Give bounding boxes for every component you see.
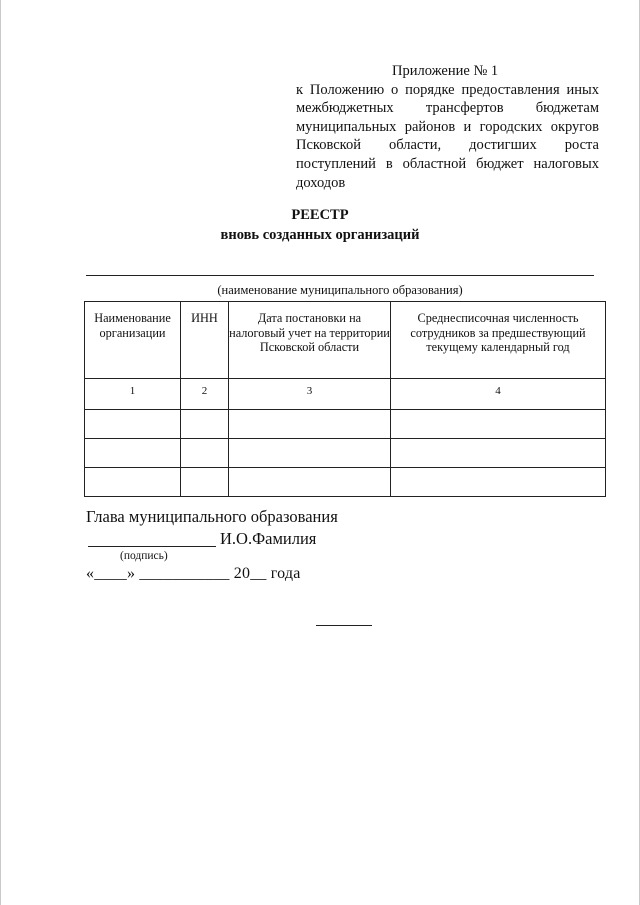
table-row	[85, 410, 606, 439]
signature-name: И.О.Фамилия	[220, 529, 317, 548]
table-column-numbers-row	[85, 379, 606, 410]
signature-position: Глава муниципального образования	[86, 507, 338, 526]
column-number: 4	[391, 379, 606, 410]
table-cell	[229, 410, 391, 439]
table-cell	[181, 439, 229, 468]
table-row	[85, 468, 606, 497]
scan-edge-left	[0, 0, 1, 905]
table-row	[85, 439, 606, 468]
table-cell	[229, 468, 391, 497]
table-header-row	[85, 302, 606, 379]
document-title: РЕЕСТР	[291, 207, 349, 223]
signature-line	[88, 546, 216, 547]
table-cell	[391, 468, 606, 497]
header-org-name: Наименование организации	[85, 302, 181, 379]
column-number: 1	[85, 379, 181, 410]
end-rule	[316, 625, 372, 626]
header-staff-count: Среднесписочная численность сотрудников за предшествующий текущему календарный год	[391, 302, 606, 379]
signature-date: «____» ___________ 20__ года	[86, 565, 301, 582]
municipality-caption: (наименование муниципального образования)	[217, 283, 463, 297]
header-inn: ИНН	[181, 302, 229, 379]
table-cell	[181, 468, 229, 497]
column-number: 2	[181, 379, 229, 410]
table-cell	[391, 439, 606, 468]
appendix-block	[296, 62, 599, 192]
table-cell	[85, 468, 181, 497]
appendix-number: Приложение № 1	[392, 63, 499, 79]
document-subtitle: вновь созданных организаций	[220, 227, 420, 243]
signature-caption: (подпись)	[120, 550, 168, 562]
appendix-text: к Положению о порядке предоставления иных межбюджетных трансфертов бюджетам муниципальных районов и городских округов Псковской области, достигших роста поступлений в областной бюджет налоговых доходов	[296, 81, 599, 191]
table-cell	[181, 410, 229, 439]
table-cell	[391, 410, 606, 439]
registry-table	[84, 301, 606, 497]
municipality-name-line	[86, 275, 594, 276]
table-cell	[229, 439, 391, 468]
table-cell	[85, 410, 181, 439]
header-registration-date: Дата постановки на налоговый учет на территории Псковской области	[229, 302, 391, 379]
column-number: 3	[229, 379, 391, 410]
table-cell	[85, 439, 181, 468]
